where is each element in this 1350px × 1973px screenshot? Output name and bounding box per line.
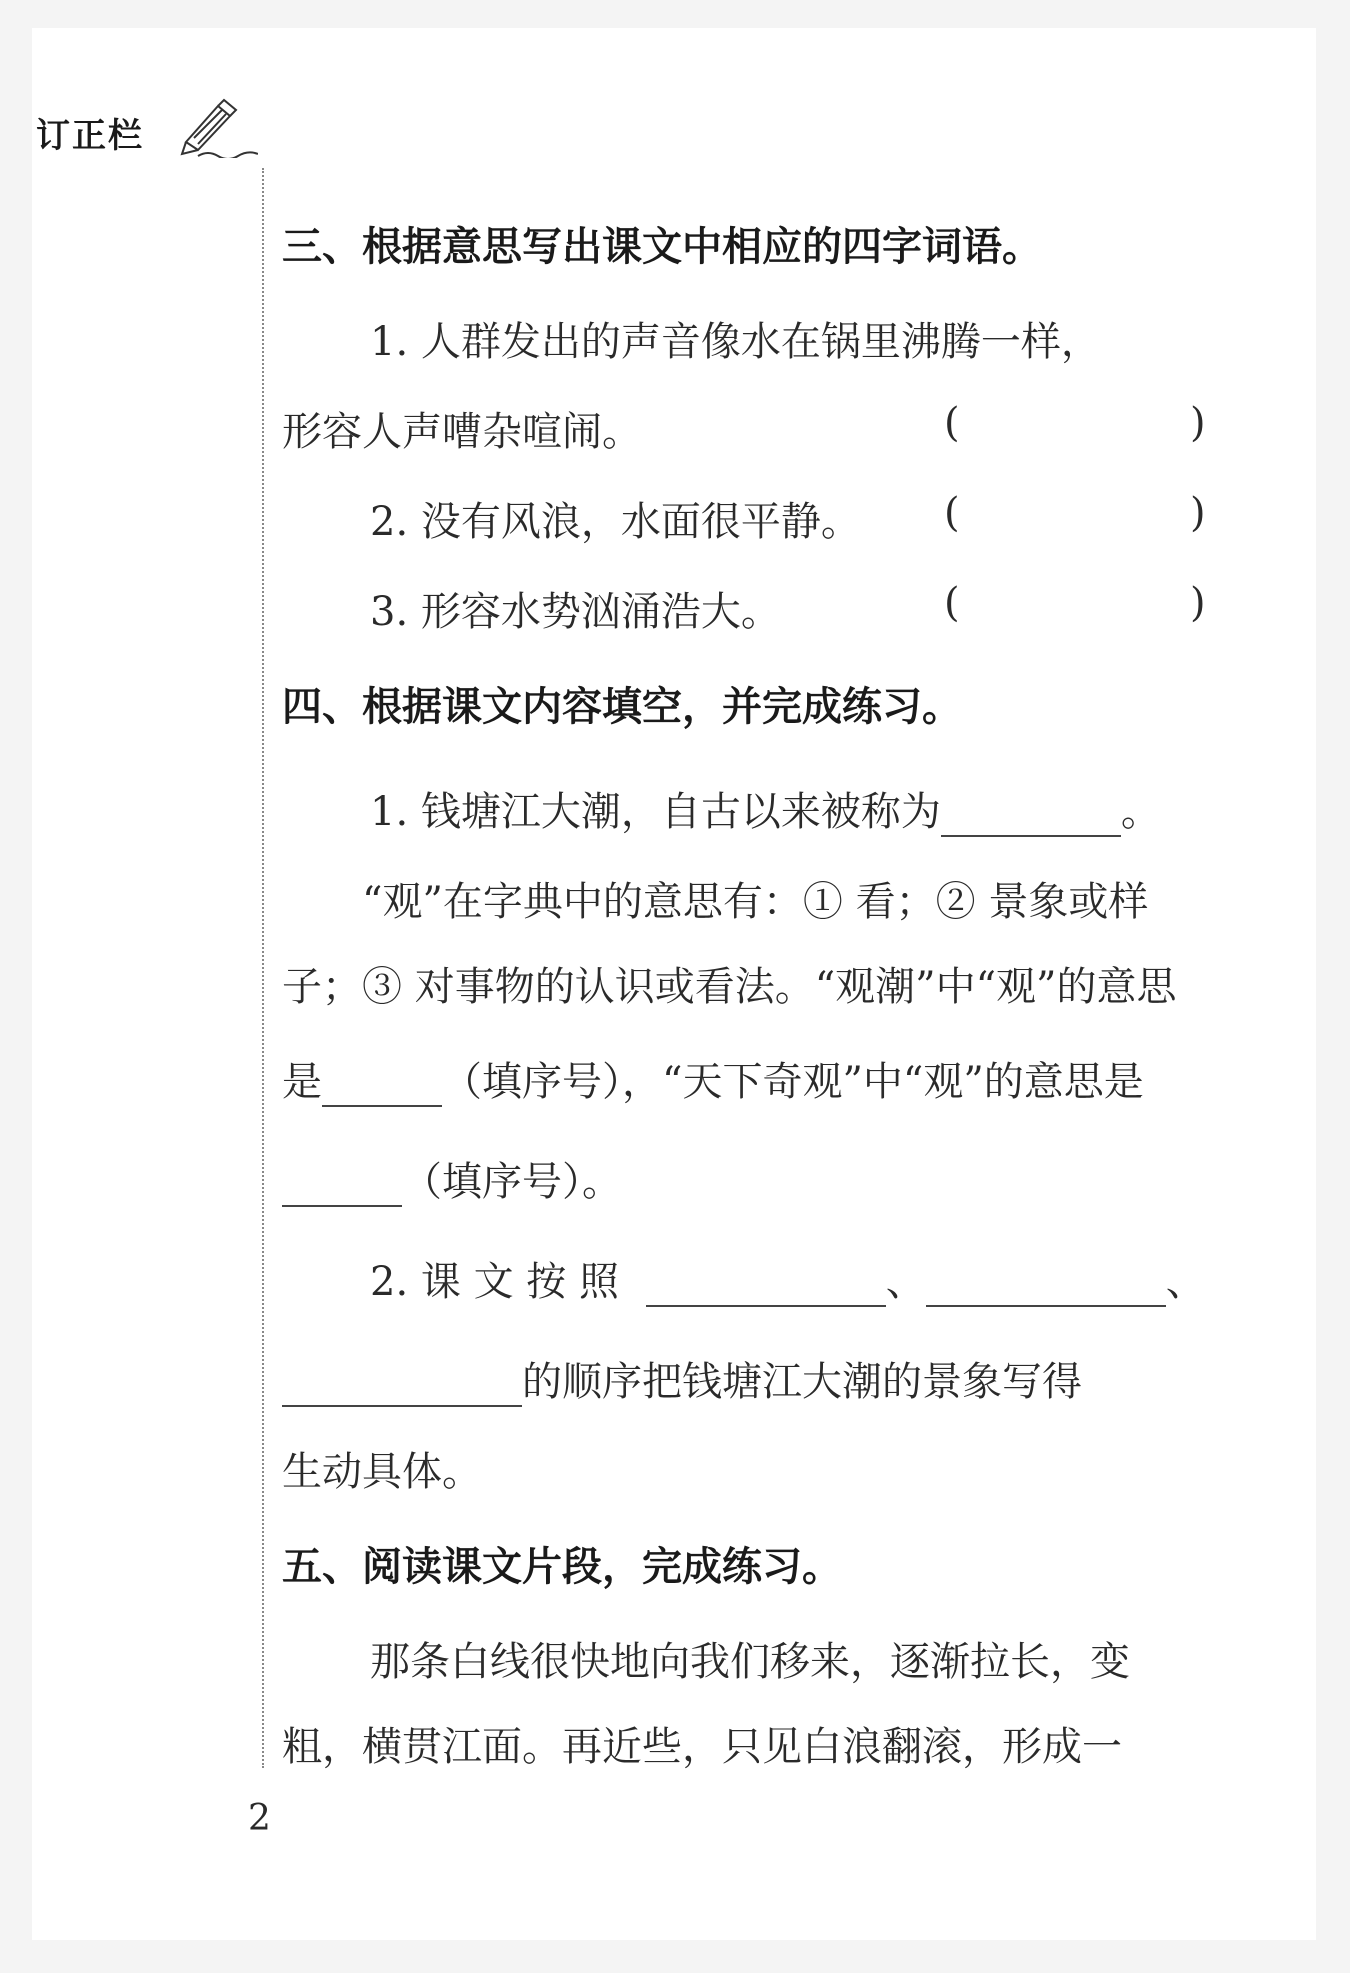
section4-q2-line1	[370, 1250, 1206, 1307]
section4-q2-line2	[282, 1350, 1082, 1407]
answer-paren-close: )	[1190, 400, 1206, 446]
answer-blank[interactable]	[926, 1265, 1166, 1307]
answer-blank[interactable]	[282, 1365, 522, 1407]
section3-q1-line1: 1. 人群发出的声音像水在锅里沸腾一样，	[370, 319, 1101, 365]
answer-paren-open: (	[944, 580, 960, 626]
pencil-icon	[168, 98, 258, 158]
text-end: 的顺序把钱塘江大潮的景象写得	[522, 1359, 1082, 1405]
section4-q1-line1	[370, 780, 1161, 837]
answer-blank[interactable]	[646, 1265, 886, 1307]
section4-q1-line5	[282, 1150, 622, 1207]
correction-column-label: 订正栏	[36, 116, 144, 156]
answer-paren-close: )	[1190, 580, 1206, 626]
answer-blank[interactable]	[282, 1165, 402, 1207]
answer-paren-open: (	[944, 490, 960, 536]
answer-blank[interactable]	[322, 1065, 442, 1107]
section3-title: 三、根据意思写出课文中相应的四字词语。	[282, 224, 1042, 270]
answer-paren-open: (	[944, 400, 960, 446]
text-end: （填序号）。	[402, 1159, 622, 1205]
answer-paren-close: )	[1190, 490, 1206, 536]
section5-passage-line2: 粗，横贯江面。再近些，只见白浪翻滚，形成一	[282, 1724, 1122, 1770]
section4-title: 四、根据课文内容填空，并完成练习。	[282, 684, 962, 730]
separator: 、	[1165, 1259, 1206, 1305]
section5-passage-line1: 那条白线很快地向我们移来，逐渐拉长，变	[370, 1639, 1130, 1685]
text-start: 是	[282, 1059, 322, 1105]
section4-q2-text: 2. 课 文 按 照	[370, 1259, 620, 1305]
section4-q2-line3: 生动具体。	[282, 1449, 482, 1495]
section4-q1-line3: 子；③ 对事物的认识或看法。“观潮”中“观”的意思	[282, 964, 1177, 1010]
section3-q2: 2. 没有风浪，水面很平静。	[370, 499, 861, 545]
section3-q3: 3. 形容水势汹涌浩大。	[370, 589, 781, 635]
section5-title: 五、阅读课文片段，完成练习。	[282, 1544, 842, 1590]
section4-q1-line4	[282, 1050, 1144, 1107]
page-number: 2	[248, 1798, 271, 1839]
text-end: （填序号），“天下奇观”中“观”的意思是	[442, 1059, 1144, 1105]
section3-q1-line2: 形容人声嘈杂喧闹。	[282, 409, 642, 455]
margin-divider	[262, 168, 264, 1768]
separator: 、	[885, 1259, 926, 1305]
answer-blank[interactable]	[941, 795, 1121, 837]
section4-q1-line2: “观”在字典中的意思有：① 看；② 景象或样	[362, 879, 1149, 925]
period: 。	[1120, 789, 1161, 835]
section4-q1-text: 1. 钱塘江大潮，自古以来被称为	[370, 789, 941, 835]
